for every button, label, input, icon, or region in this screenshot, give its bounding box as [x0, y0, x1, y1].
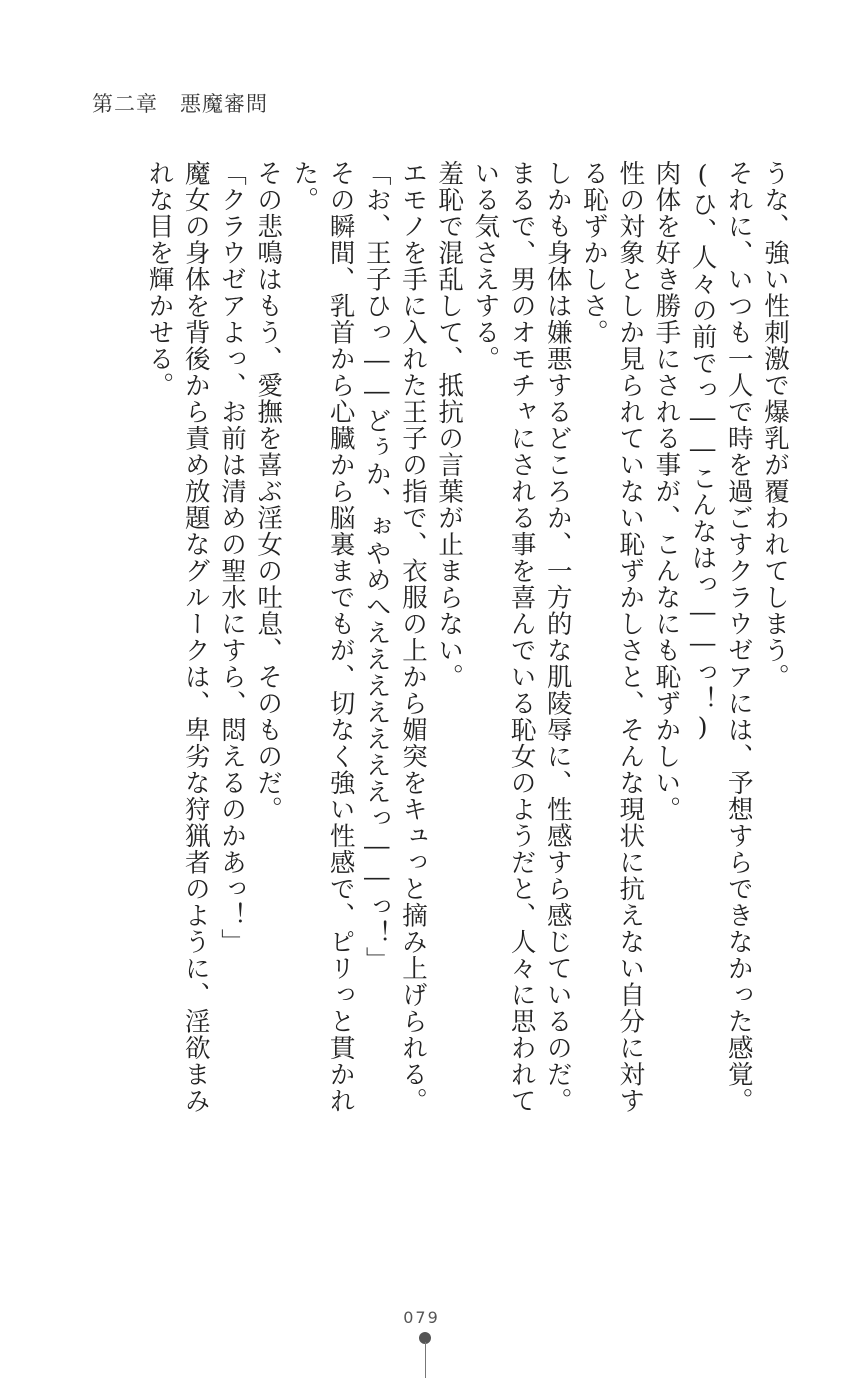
paragraph-14: 魔女の身体を背後から責め放題なグルークは、卑劣な狩猟者のように、淫欲まみれな目を輝かせる。	[144, 160, 211, 1114]
paragraph-13: 「クラウゼアよっ、お前は清めの聖水にすら、悶えるのかあっ！」	[216, 160, 247, 955]
paragraph-1: うな、強い性刺激で爆乳が覆われてしまう。	[760, 160, 790, 690]
folio-ornament	[419, 1332, 431, 1378]
paragraph-5: 性の対象としか見られていない恥ずかしさと、そんな現状に抗えない自分に対する恥ずかしさ。	[578, 160, 646, 1114]
paragraph-12: その悲鳴はもう、愛撫を喜ぶ淫女の吐息、そのものだ。	[253, 160, 284, 823]
page-number: 079	[403, 1308, 440, 1327]
paragraph-7: まるで、男のオモチャにされる事を喜んでいる恥女のようだと、人々に思われている気さえする。	[470, 160, 537, 1114]
paragraph-9: エモノを手に入れた王子の指で、衣服の上から媚突をキュっと摘み上げられる。	[397, 160, 428, 1114]
paragraph-4: 肉体を好き勝手にされる事が、こんなにも恥ずかしい。	[651, 160, 682, 823]
folio-line	[425, 1342, 426, 1378]
running-head: 第二章 悪魔審問	[92, 92, 268, 116]
body-text	[73, 160, 793, 1130]
paragraph-10: 「お、王子ひっ――どぅか、ぉやめへえええええええっ――っ！」	[361, 160, 392, 973]
paragraph-2: それに、いつも一人で時を過ごすクラウゼアには、予想すらできなかった感覚。	[723, 160, 754, 1114]
paragraph-8: 羞恥で混乱して、抵抗の言葉が止まらない。	[434, 160, 465, 690]
paragraph-6: しかも身体は嫌悪するどころか、一方的な肌陵辱に、性感すら感じているのだ。	[542, 160, 573, 1114]
paragraph-3: (ひ、人々の前でっ――こんなはっ――っ！)	[687, 160, 718, 744]
paragraph-11: その瞬間、乳首から心臓から脳裏までもが、切なく強い性感で、ピリっと貫かれた。	[289, 160, 356, 1114]
